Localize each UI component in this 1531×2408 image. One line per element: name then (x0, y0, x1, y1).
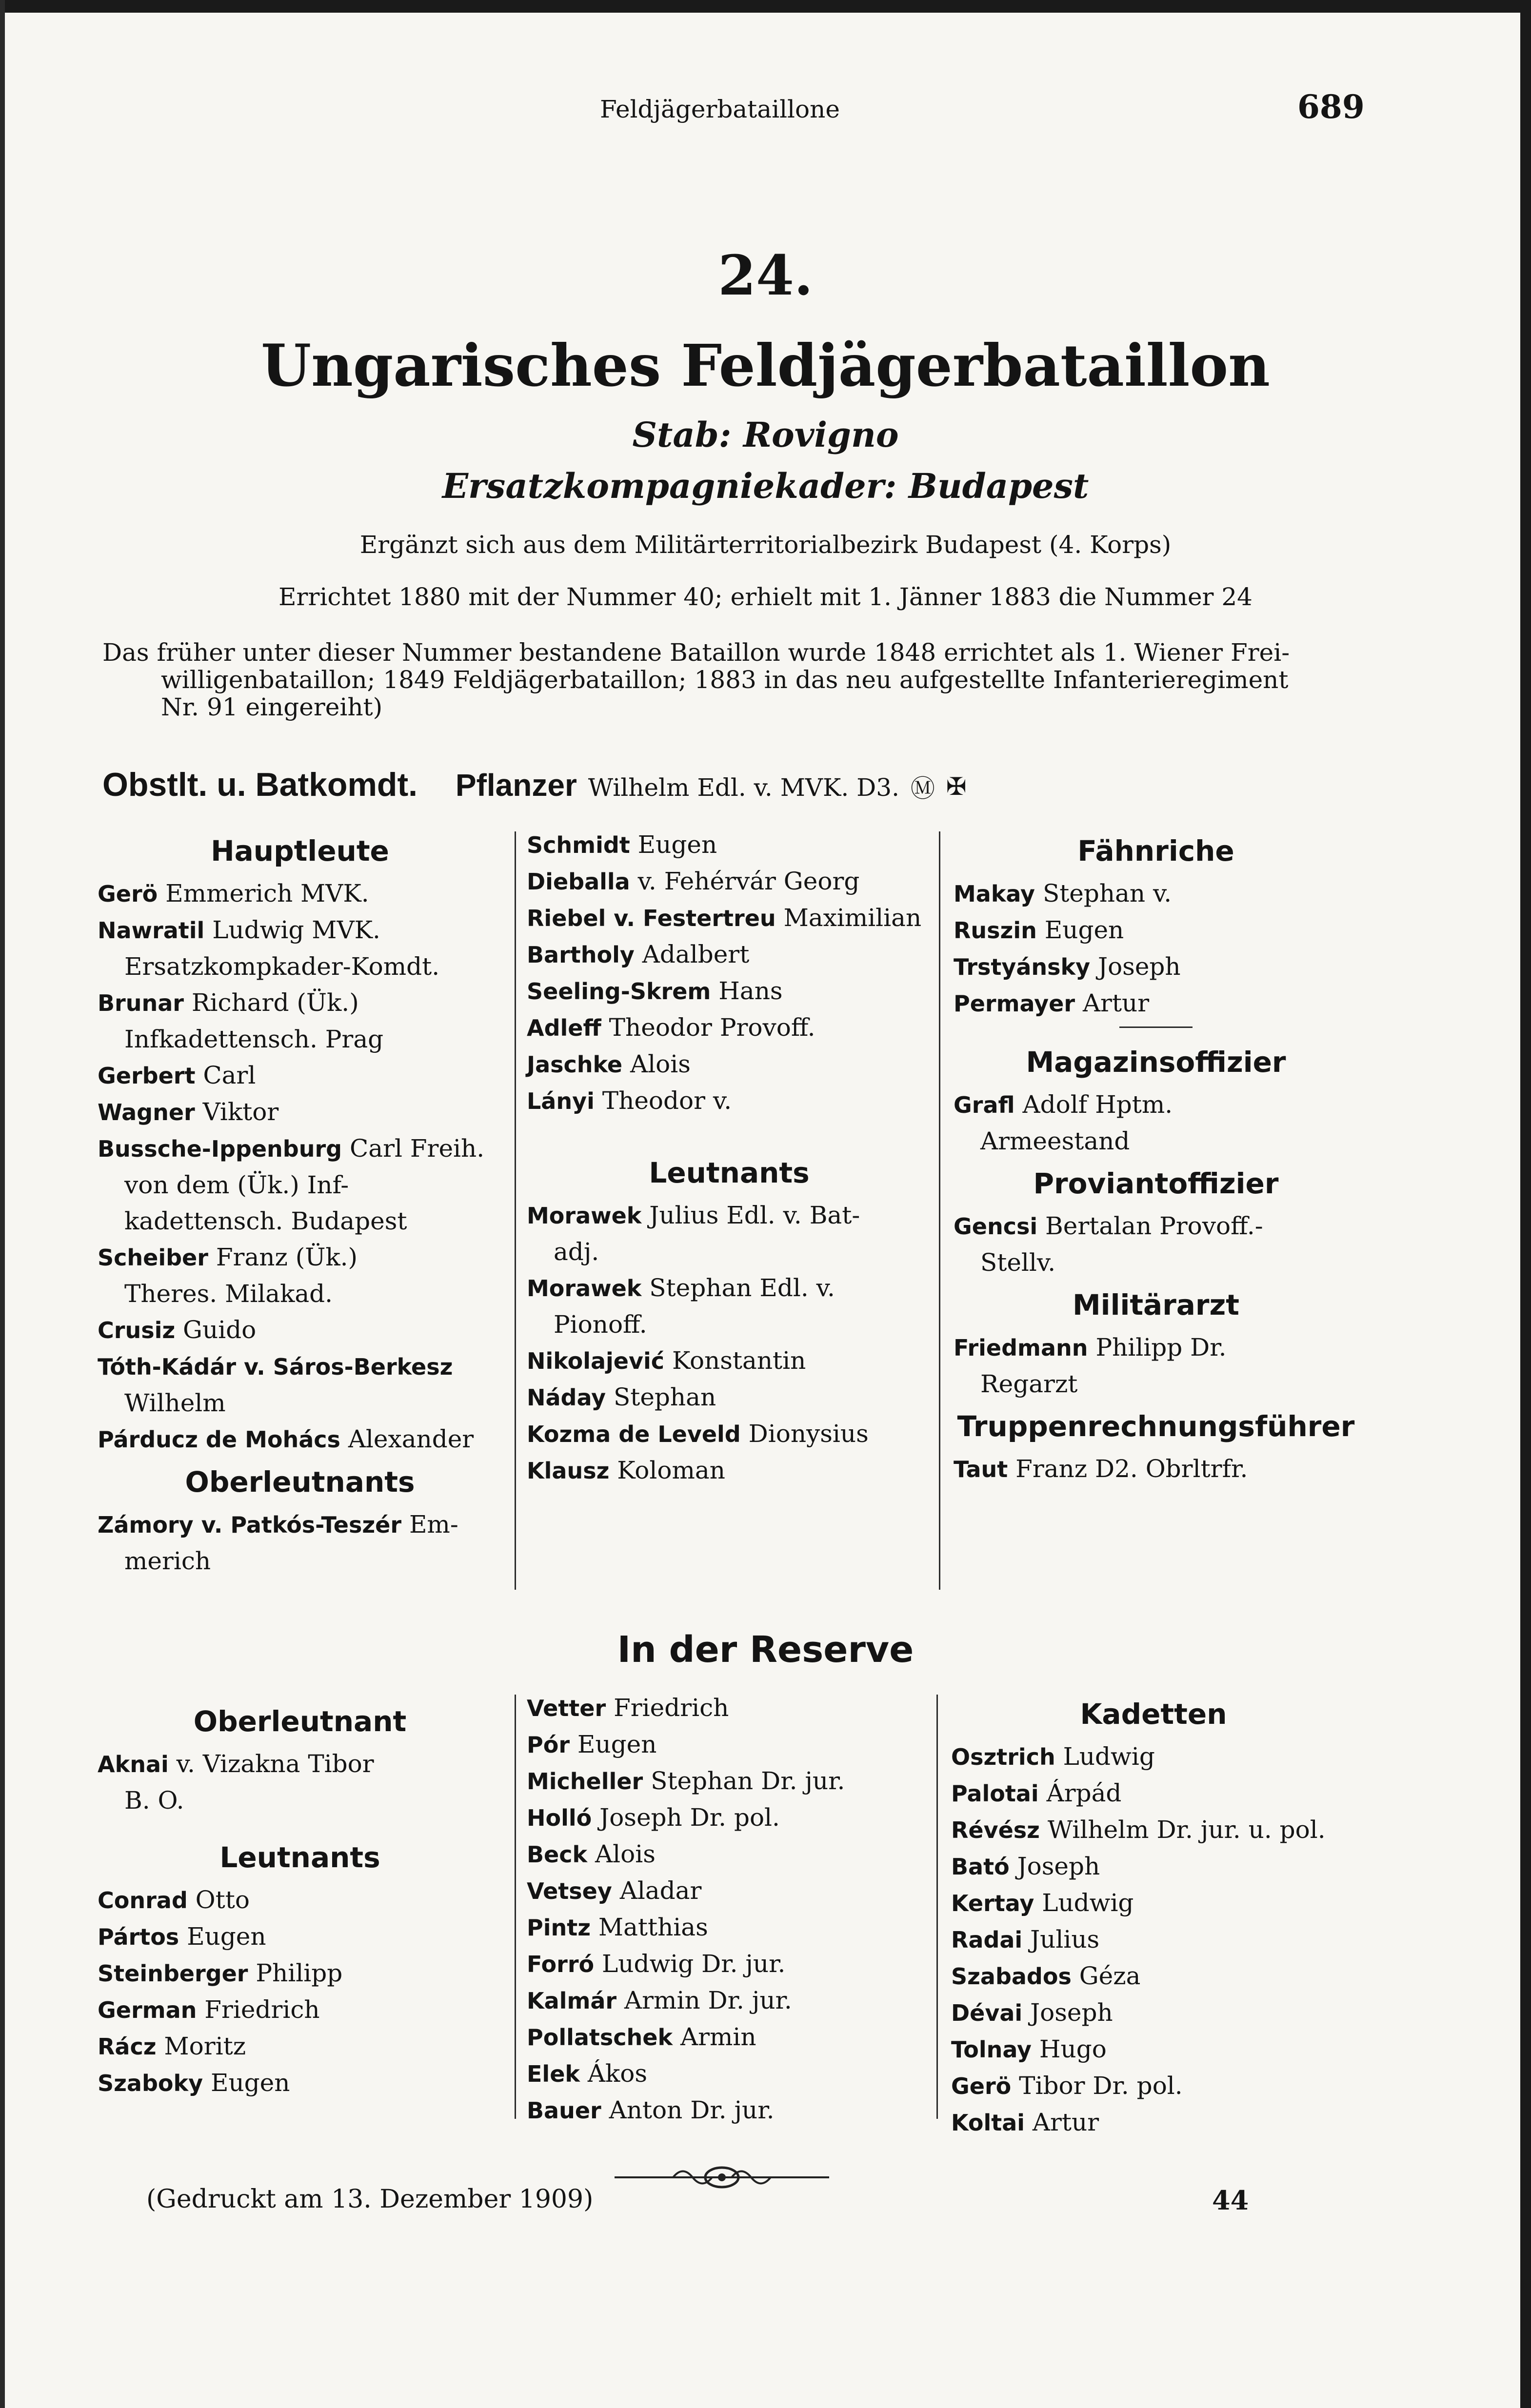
list-item (527, 1046, 932, 1083)
officer-surname: Dieballa (527, 868, 630, 895)
officer-details: Ludwig MVK. (212, 916, 380, 944)
officer-surname: Pór (527, 1732, 570, 1758)
officer-details: Stephan Dr. jur. (651, 1767, 845, 1795)
officer-details: v. Vizakna Tibor (176, 1750, 374, 1778)
officer-details: Bertalan (1045, 1212, 1152, 1240)
officer-surname: Vetsey (527, 1878, 612, 1904)
entry-continuation: kadettensch. Budapest (124, 1207, 407, 1235)
list-item (527, 2019, 932, 2055)
officer-surname: Makay (954, 881, 1035, 907)
running-title: Feldjägerbataillone (600, 95, 840, 123)
officer-surname: Scheiber (98, 1244, 208, 1271)
officer-surname: Radai (951, 1927, 1023, 1953)
officer-details: Franz (216, 1243, 288, 1271)
list-item (527, 1416, 932, 1452)
entry-continuation: von dem (124, 1171, 230, 1199)
officer-details: Anton Dr. jur. (609, 2096, 775, 2124)
list-item (527, 1379, 932, 1416)
column-divider (939, 831, 940, 1590)
list-item (527, 2055, 932, 2092)
officer-surname: Morawek (527, 1203, 642, 1229)
list-item (527, 1982, 932, 2019)
battalion-title: Ungarisches Feldjägerbataillon (261, 332, 1270, 399)
list-item (951, 1812, 1356, 1848)
list-item (951, 1958, 1356, 1994)
column-divider (515, 831, 516, 1590)
officer-details: Joseph (1017, 1852, 1100, 1880)
entry-continuation: Infkadettensch. Prag (124, 1025, 384, 1053)
officer-surname: Zámory v. Patkós-Teszér (98, 1512, 402, 1538)
list-item (98, 1882, 502, 1918)
section-heading: Proviantoffizier (1033, 1167, 1279, 1200)
column-oberleutnants-leutnants (527, 827, 932, 1489)
officer-details: Ludwig (1063, 1742, 1155, 1771)
entry-continuation: merich (124, 1547, 211, 1575)
reserve-column-leutnants (527, 1690, 932, 2129)
list-item (98, 1167, 502, 1203)
officer-details: Konstantin (672, 1346, 806, 1375)
officer-surname: Crusiz (98, 1317, 176, 1343)
officer-details: Aladar (619, 1876, 702, 1905)
officer-surname: Brunar (98, 990, 184, 1016)
entry-tail: (Ük.) (297, 988, 359, 1017)
officer-details: Dionysius (748, 1420, 869, 1448)
list-item (954, 1244, 1358, 1281)
history-paragraph (102, 639, 1356, 721)
list-item (98, 1955, 502, 1992)
list-item (951, 1775, 1356, 1812)
officer-details: Koloman (617, 1456, 725, 1484)
officer-details: Stephan v. (1042, 879, 1172, 908)
officer-details: Theodor v. (602, 1086, 732, 1115)
officer-details: Géza (1079, 1962, 1141, 1990)
list-item (527, 1799, 932, 1836)
list-item (527, 1270, 932, 1306)
list-item (527, 1690, 932, 1726)
officer-details: Eugen (637, 830, 717, 859)
list-item (954, 912, 1358, 948)
officer-surname: Holló (527, 1805, 592, 1831)
history-line: Nr. 91 eingereiht) (161, 693, 383, 721)
reserve-heading: In der Reserve (617, 1629, 914, 1671)
list-item (951, 1738, 1356, 1775)
officer-details: Philipp (256, 1959, 343, 1987)
history-line: willigenbataillon; 1849 Feldjägerbataillon; 1883 in das neu aufgestellte Infanterieregiment (161, 666, 1289, 694)
officer-surname: Pollatschek (527, 2024, 673, 2051)
list-item (98, 1782, 502, 1818)
column-divider (515, 1695, 516, 2119)
officer-details: Otto (195, 1886, 250, 1914)
officer-surname: Gencsi (954, 1213, 1038, 1240)
list-item (527, 1726, 932, 1763)
officer-surname: Permayer (954, 990, 1075, 1017)
officer-surname: Riebel v. Festertreu (527, 905, 776, 931)
officer-surname: Gerbert (98, 1063, 196, 1089)
list-item (98, 1276, 502, 1312)
officer-surname: Aknai (98, 1751, 169, 1777)
officer-surname: Bussche-Ippenburg (98, 1136, 342, 1162)
section-heading: Oberleutnant (193, 1705, 407, 1738)
list-item (527, 2092, 932, 2129)
cross-icon: ✠ (946, 772, 967, 801)
officer-surname: Friedmann (954, 1335, 1088, 1361)
history-line: Das früher unter dieser Nummer bestandene Bataillon wurde 1848 errichtet als 1. Wiener Frei- (102, 638, 1290, 667)
officer-surname: Gerö (951, 2073, 1012, 2099)
entry-continuation: adj. (554, 1238, 599, 1266)
officer-details: Julius Edl. v. (649, 1201, 802, 1229)
page-number: 689 (1297, 88, 1365, 126)
officer-details: Friedrich (204, 1995, 320, 2024)
establishment-note: Errichtet 1880 mit der Nummer 40; erhielt mit 1. Jänner 1883 die Nummer 24 (278, 583, 1253, 611)
list-item (98, 912, 502, 948)
officer-surname: Dévai (951, 2000, 1023, 2026)
officer-surname: Taut (954, 1456, 1008, 1482)
officer-surname: Párducz de Mohács (98, 1426, 340, 1453)
list-item (954, 1329, 1358, 1366)
officer-details: Alois (630, 1050, 691, 1078)
officer-details: Stephan (613, 1383, 716, 1411)
officer-surname: Szaboky (98, 2070, 203, 2096)
officer-details: Adalbert (642, 940, 750, 968)
list-item (527, 1836, 932, 1873)
officer-surname: Micheller (527, 1768, 643, 1795)
list-item (951, 1885, 1356, 1921)
officer-surname: Seeling-Skrem (527, 978, 711, 1005)
officer-surname: Koltai (951, 2110, 1025, 2136)
officer-surname: Bauer (527, 2097, 601, 2124)
officer-details: Friedrich (614, 1694, 729, 1722)
officer-surname: Wagner (98, 1099, 195, 1125)
officer-details: Artur (1032, 2108, 1099, 2136)
officer-details: Alexander (348, 1425, 474, 1453)
list-item (954, 1086, 1358, 1123)
entry-tail: Hptm. (1095, 1090, 1173, 1119)
entry-tail: (Ük.) Inf- (237, 1171, 349, 1199)
list-item (527, 827, 932, 863)
list-item (954, 1123, 1358, 1159)
list-item (954, 1451, 1358, 1487)
list-item (527, 863, 932, 900)
officer-details: Tibor Dr. pol. (1019, 2072, 1183, 2100)
officer-surname: Szabados (951, 1963, 1072, 1990)
officer-surname: Kalmár (527, 1988, 617, 2014)
list-item (951, 2104, 1356, 2141)
list-item (527, 1452, 932, 1489)
officer-details: Maximilian (783, 904, 922, 932)
list-item (98, 1312, 502, 1348)
officer-details: Armin Dr. jur. (624, 1986, 792, 2014)
list-item (98, 1239, 502, 1276)
entry-continuation: Armeestand (980, 1127, 1130, 1155)
officer-details: Eugen (1044, 916, 1124, 944)
section-heading: Oberleutnants (185, 1465, 415, 1499)
entry-continuation: Ersatzkompkader-Komdt. (124, 952, 440, 981)
officer-details: Armin (680, 2023, 756, 2051)
list-item (98, 1746, 502, 1782)
list-item (98, 985, 502, 1021)
list-item (954, 948, 1358, 985)
entry-continuation: Wilhelm (124, 1389, 226, 1417)
commander-surname: Pflanzer (455, 768, 577, 803)
list-item (98, 1057, 502, 1094)
list-item (98, 875, 502, 912)
list-item (951, 1921, 1356, 1958)
print-date: (Gedruckt am 13. Dezember 1909) (146, 2185, 594, 2214)
officer-details: Eugen (210, 2069, 290, 2097)
officer-details: Guido (183, 1316, 257, 1344)
reserve-column-officers (98, 1697, 502, 2101)
officer-surname: Pártos (98, 1924, 179, 1950)
entry-tail: Provoff. (719, 1013, 815, 1042)
section-heading: Magazinsoffizier (1026, 1046, 1286, 1079)
officer-details: Hugo (1039, 2035, 1107, 2063)
list-item (527, 936, 932, 973)
officer-surname: Beck (527, 1841, 588, 1868)
officer-details: Adolf (1022, 1090, 1088, 1119)
list-item (527, 900, 932, 936)
reserve-column-kadetten (951, 1690, 1356, 2141)
officer-surname: Nawratil (98, 917, 205, 944)
officer-surname: Ruszin (954, 917, 1037, 944)
list-item (954, 1208, 1358, 1244)
list-item (954, 1366, 1358, 1402)
entry-continuation: Stellv. (980, 1248, 1056, 1277)
list-item (527, 1083, 932, 1119)
officer-details: Eugen (187, 1922, 266, 1951)
list-item (98, 1421, 502, 1458)
list-item (951, 2068, 1356, 2104)
entry-tail: (Ük.) (295, 1243, 358, 1271)
officer-surname: Bartholy (527, 942, 635, 968)
list-item (98, 1385, 502, 1421)
officer-surname: Náday (527, 1384, 606, 1411)
officer-details: Richard (191, 988, 289, 1017)
officer-details: Philipp Dr. (1095, 1333, 1227, 1362)
sheet-number: 44 (1212, 2185, 1249, 2216)
list-item (954, 985, 1358, 1022)
officer-details: Viktor (202, 1098, 279, 1126)
list-item (527, 1873, 932, 1909)
officer-surname: Grafl (954, 1092, 1015, 1118)
list-item (98, 1992, 502, 2028)
officer-details: v. Fehérvár Georg (637, 867, 860, 895)
list-item (527, 973, 932, 1009)
officer-surname: Forró (527, 1951, 595, 1977)
list-item (527, 1342, 932, 1379)
officer-details: Theodor (609, 1013, 712, 1042)
section-heading: Militärarzt (1072, 1288, 1240, 1322)
list-item (527, 1946, 932, 1982)
entry-tail: Provoff.- (1159, 1212, 1263, 1240)
officer-surname: Gerö (98, 881, 158, 907)
officer-details: Ludwig Dr. jur. (602, 1950, 786, 1978)
entry-continuation: Pionoff. (554, 1310, 647, 1339)
entry-continuation: Regarzt (980, 1370, 1078, 1398)
officer-surname: Pintz (527, 1915, 591, 1941)
officer-surname: German (98, 1997, 197, 2023)
officer-details: Wilhelm Dr. jur. u. pol. (1047, 1816, 1326, 1844)
officer-surname: Adleff (527, 1015, 601, 1041)
list-item (98, 1203, 502, 1239)
officer-details: Eugen (577, 1730, 657, 1758)
entry-continuation: Theres. Milakad. (124, 1280, 333, 1308)
list-item (98, 1021, 502, 1057)
recruitment-district: Ergänzt sich aus dem Militärterritorialbezirk Budapest (4. Korps) (359, 531, 1172, 559)
list-item (527, 1306, 932, 1342)
reserve-cadre-location: Ersatzkompagniekader: Budapest (442, 466, 1089, 506)
officer-surname: Trstyánsky (954, 954, 1091, 980)
officer-details: Emmerich MVK. (165, 879, 369, 908)
section-heading: Fähnriche (1077, 834, 1234, 868)
officer-details: Franz D2. (1015, 1455, 1138, 1483)
list-item (951, 1994, 1356, 2031)
officer-surname: Kertay (951, 1890, 1034, 1916)
officer-surname: Bató (951, 1854, 1010, 1880)
entry-continuation: B. O. (124, 1786, 184, 1815)
battalion-number: 24. (718, 244, 813, 308)
column-hauptleute (98, 827, 502, 1579)
list-item (954, 875, 1358, 912)
merit-icon: Ⓜ (910, 774, 935, 803)
officer-surname: Schmidt (527, 832, 630, 858)
officer-details: Árpád (1046, 1779, 1122, 1807)
section-heading: Leutnants (649, 1156, 810, 1189)
list-item (98, 1130, 502, 1167)
section-rule (1119, 1026, 1193, 1028)
scan-edge-top (0, 0, 1531, 13)
section-heading: Truppenrechnungsführer (957, 1410, 1355, 1443)
list-item (98, 2028, 502, 2065)
officer-surname: Palotai (951, 1780, 1039, 1807)
officer-details: Matthias (598, 1913, 708, 1941)
ornament-divider-icon (615, 2160, 829, 2194)
commander-rank: Obstlt. u. Batkomdt. (102, 766, 418, 803)
officer-details: Carl (203, 1061, 256, 1089)
entry-tail: Obrltrfr. (1145, 1455, 1248, 1483)
commander-details: Wilhelm Edl. v. MVK. D3. (588, 773, 899, 802)
officer-surname: Conrad (98, 1887, 188, 1914)
officer-surname: Nikolajević (527, 1348, 665, 1374)
officer-details: Hans (718, 977, 783, 1005)
section-heading: Hauptleute (211, 834, 389, 868)
officer-surname: Tóth-Kádár v. Sáros-Berkesz (98, 1354, 453, 1380)
list-item (527, 1009, 932, 1046)
officer-surname: Rácz (98, 2033, 157, 2060)
staff-location: Stab: Rovigno (632, 414, 899, 455)
officer-surname: Osztrich (951, 1744, 1055, 1770)
officer-details: Joseph (1098, 952, 1181, 981)
officer-details: Artur (1082, 989, 1150, 1017)
officer-details: Ákos (587, 2059, 648, 2088)
officer-details: Joseph Dr. pol. (599, 1803, 780, 1832)
officer-surname: Vetter (527, 1695, 606, 1721)
officer-surname: Klausz (527, 1458, 610, 1484)
officer-surname: Elek (527, 2061, 580, 2087)
list-item (951, 1848, 1356, 1885)
officer-surname: Lányi (527, 1088, 595, 1114)
list-item (527, 1763, 932, 1799)
officer-surname: Tolnay (951, 2036, 1032, 2063)
list-item (98, 1543, 502, 1579)
officer-details: Carl Freih. (350, 1134, 485, 1163)
list-item (98, 1918, 502, 1955)
list-item (98, 1094, 502, 1130)
list-item (98, 948, 502, 985)
column-divider (936, 1695, 938, 2119)
officer-details: Julius (1030, 1925, 1100, 1954)
officer-details: Ludwig (1042, 1889, 1134, 1917)
list-item (98, 1506, 502, 1543)
list-item (98, 1348, 502, 1385)
list-item (951, 2031, 1356, 2068)
officer-surname: Kozma de Leveld (527, 1421, 741, 1447)
entry-tail: Bat- (809, 1201, 860, 1229)
officer-surname: Steinberger (98, 1960, 248, 1987)
officer-surname: Morawek (527, 1275, 642, 1302)
officer-details: Stephan Edl. v. (649, 1274, 835, 1302)
column-staff-officers (954, 827, 1358, 1487)
officer-details: Joseph (1030, 1998, 1113, 2027)
officer-details: Em- (409, 1510, 458, 1539)
officer-surname: Révész (951, 1817, 1040, 1843)
commander-line (102, 763, 967, 804)
list-item (98, 2065, 502, 2101)
list-item (527, 1234, 932, 1270)
officer-details: Alois (595, 1840, 656, 1868)
officer-details: Moritz (164, 2032, 246, 2060)
section-heading: Kadetten (1080, 1697, 1227, 1731)
section-heading: Leutnants (219, 1841, 380, 1874)
officer-surname: Jaschke (527, 1051, 623, 1078)
list-item (527, 1909, 932, 1946)
list-item (527, 1197, 932, 1234)
